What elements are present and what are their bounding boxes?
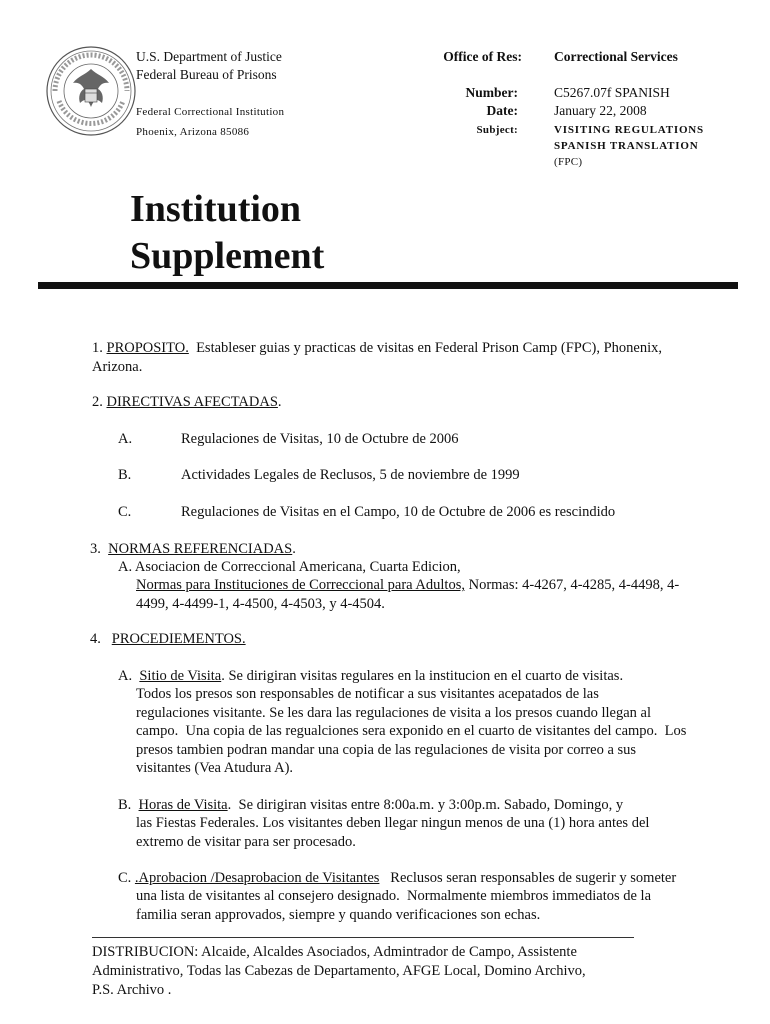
footer-rule — [92, 937, 634, 938]
section-2-item-a-letter: A. — [118, 431, 133, 447]
section-2-heading-row — [92, 393, 282, 412]
subject-line-3: (FPC) — [554, 156, 583, 168]
section-3-line-3: 4499, 4-4499-1, 4-4500, 4-4503, y 4-4504. — [136, 596, 385, 612]
doj-seal — [45, 45, 137, 137]
section-2-item-b-text: Actividades Legales de Reclusos, 5 de noviembre de 1999 — [181, 467, 520, 483]
section-2-heading: DIRECTIVAS AFECTADAS — [106, 394, 278, 410]
date-value: January 22, 2008 — [554, 103, 647, 118]
section-4-heading-row — [90, 630, 246, 649]
office-label: Office of Res: — [443, 49, 522, 64]
section-2-item-c-letter: C. — [118, 504, 132, 520]
date-label: Date: — [486, 103, 518, 118]
section-4-heading: PROCEDIEMENTOS. — [111, 631, 246, 647]
section-4b-first-line — [118, 796, 623, 815]
section-4-number: 4. — [90, 631, 101, 647]
section-4a-first-line — [118, 667, 623, 686]
section-1-text: Estableser guias y practicas de visitas en Federal Prison Camp (FPC), Phonenix, — [188, 340, 663, 356]
section-2-item-c-text: Regulaciones de Visitas en el Campo, 10 de Octubre de 2006 es rescindido — [181, 504, 616, 520]
section-4c-line-3: familia seran approvados, siempre y quando verificaciones son echas. — [136, 907, 541, 923]
title-rule — [38, 282, 738, 289]
section-1-text-cont: Arizona. — [92, 359, 143, 375]
section-3-line-2 — [136, 576, 679, 595]
section-1-heading: PROPOSITO. — [106, 340, 189, 356]
title-line-2: Supplement — [130, 235, 325, 277]
section-4c-heading: .Aprobacion /Desaprobacion de Visitantes — [134, 870, 380, 886]
number-value: C5267.07f SPANISH — [554, 85, 670, 100]
document-title — [130, 186, 324, 280]
subject-line-1: VISITING REGULATIONS — [554, 124, 704, 136]
section-2-item-a-text: Regulaciones de Visitas, 10 de Octubre de 2006 — [181, 431, 459, 447]
section-4a-line-4: campo. Una copia de las regualciones sera exponido en el cuarto de visitantes del campo. Los — [136, 723, 687, 739]
section-4c-first-line — [118, 869, 676, 888]
section-4b-heading: Horas de Visita — [138, 797, 228, 813]
section-2-dot: . — [277, 394, 282, 410]
header-institution: Federal Correctional Institution — [136, 106, 285, 118]
section-4c-line-1: Reclusos seran responsables de sugerir y someter — [379, 870, 677, 886]
section-4c-line-2: una lista de visitantes al consejero designado. Normalmente miembros immediatos de la — [136, 888, 652, 904]
section-3-heading-row — [90, 540, 296, 559]
section-1-number: 1. — [92, 340, 103, 356]
section-4a-line-5: presos tambien podran mandar una copia de las regulaciones de visita por correo a sus — [136, 742, 637, 758]
section-2-number: 2. — [92, 394, 103, 410]
section-4a-heading: Sitio de Visita — [139, 668, 222, 684]
section-3-line-1: A. Asociacion de Correccional Americana, Cuarta Edicion, — [118, 559, 461, 575]
section-3-standards: Normas: 4-4267, 4-4285, 4-4498, 4- — [464, 577, 680, 593]
section-4a-letter: A. — [118, 668, 133, 684]
subject-line-2: SPANISH TRANSLATION — [554, 140, 699, 152]
distribution-line-3: P.S. Archivo . — [92, 982, 172, 998]
office-value: Correctional Services — [554, 49, 678, 64]
section-4a-line-6: visitantes (Vea Atudura A). — [136, 760, 294, 776]
section-4b-letter: B. — [118, 797, 132, 813]
distribution-line-1: DISTRIBUCION: Alcaide, Alcaldes Asociados, Admintrador de Campo, Assistente — [92, 944, 577, 960]
section-3-dot: . — [292, 541, 296, 557]
header-bureau: Federal Bureau of Prisons — [136, 67, 277, 82]
section-4c-letter: C. — [118, 870, 132, 886]
number-label: Number: — [465, 85, 518, 100]
subject-label: Subject: — [476, 124, 518, 136]
section-4a-line-1: . Se dirigiran visitas regulares en la institucion en el cuarto de visitas. — [221, 668, 624, 684]
section-4a-line-3: regulaciones visitante. Se les dara las regulaciones de visita a los presos cuando llegan al — [136, 705, 651, 721]
title-line-1: Institution — [130, 188, 302, 230]
section-3-number: 3. — [90, 541, 101, 557]
distribution-line-2: Administrativo, Todas las Cabezas de Departamento, AFGE Local, Domino Archivo, — [92, 963, 586, 979]
section-3-heading: NORMAS REFERENCIADAS — [108, 541, 293, 557]
section-4a-line-2: Todos los presos son responsables de notificar a sus visitantes acepatados de las — [136, 686, 599, 702]
header-department: U.S. Department of Justice — [136, 49, 282, 64]
section-3-standard-title: Normas para Instituciones de Correccional para Adultos, — [136, 577, 465, 593]
header-location: Phoenix, Arizona 85086 — [136, 126, 250, 138]
section-1 — [92, 339, 732, 377]
section-4b-line-1: . Se dirigiran visitas entre 8:00a.m. y 3:00p.m. Sabado, Domingo, y — [227, 797, 624, 813]
section-2-item-b-letter: B. — [118, 467, 132, 483]
section-4b-line-2: las Fiestas Federales. Los visitantes deben llegar ningun menos de una (1) hora antes del — [136, 815, 650, 831]
section-4b-line-3: extremo de visitar para ser procesado. — [136, 834, 356, 850]
